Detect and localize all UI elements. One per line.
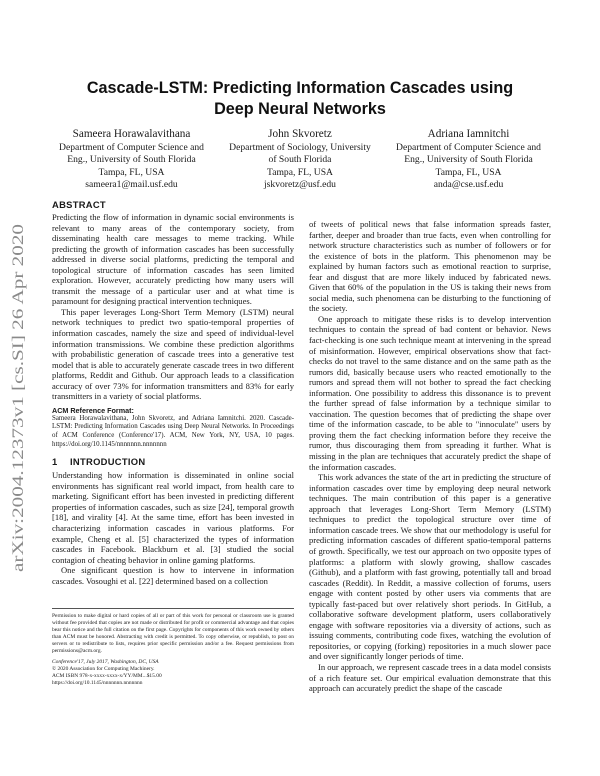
body-paragraph-3: This work advances the state of the art in predicting the structure of information cascades over time by employing deep neural network techniques. The main contribution of this paper is a generative approach that leverages Long-Short Term Memory (LSTM) techniques to predict the topological structure over time of information cascade trees. We show that our methodology is useful for predicting information cascades of different spatio-temporal patterns of growth. Specifically, we test our approach on two opposite types of platforms: a platform with slowly growing, shallow cascades (Github), and a platform with fast growing, potentially tall and broad cascades (Reddit). In Reddit, a massive collection of forums, users engage with content posted by other users via comments that are typically fast-paced but over relatively short periods. In GitHub, a collaborative software development platform, users collaboratively engage with software repositories via a diversity of actions, such as issuing comments, contributing code fixes, watching the evolution of repositories, or copying (forking) repositories in a much slower pace and over significantly longer periods of time. (309, 472, 551, 662)
author-location: Tampa, FL, USA (98, 166, 165, 178)
acm-reference-heading: ACM Reference Format: (52, 405, 134, 415)
author-affiliation: Department of Sociology, University (229, 142, 371, 153)
title-line-2: Deep Neural Networks (214, 100, 386, 118)
author-affiliation: Eng., University of South Florida (67, 154, 196, 166)
arxiv-identifier (4, 215, 30, 575)
introduction-paragraph-1: Understanding how information is disseminated in online social environments has significant real world impact, from health care to marketing. Significant effort has been invested in predicting different properties of information cascades, such as size [24], temporal growth [18], and virality [4]. At the same time, effort has been invested in characterizing information cascades in various platforms. For example, Cheng et al. [5] characterized the types of information cascades in Facebook. Blackburn et al. [3] studied the social contagion of cheating behavior in online gaming platforms. (52, 470, 294, 565)
introduction-paragraph-2: One significant question is how to intervene in information cascades. Vosoughi et al. [22] determined based on a collection (52, 565, 294, 586)
introduction-heading (52, 456, 294, 468)
author-3 (387, 127, 550, 191)
acm-reference-text: Sameera Horawalavithana, John Skvoretz, and Adriana Iamnitchi. 2020. Cascade-LSTM: Predicting Information Cascades using Deep Neural Networks. In Proceedings of ACM Conference (Conference'17). ACM, New York, NY, USA, 10 pages. https://doi.org/10.1145/nnnnnnn.nnnnnnn (52, 414, 294, 448)
author-2 (219, 127, 382, 191)
abstract-paragraph-2: This paper leverages Long-Short Term Memory (LSTM) neural network techniques to predict two spatio-temporal properties of information cascades, namely the size and speed of individual-level information transmissions. We combine these prediction algorithms with probabilistic generation of cascade trees into a generative test model that is able to accurately generate cascade trees in two different platforms, Reddit and Github. Our approach leads to a classification accuracy of over 73% for information transmitters and 83% for early transmitters in a variety of social platforms. (52, 306, 294, 402)
author-location: Tampa, FL, USA (267, 166, 333, 178)
author-affiliation: of South Florida (268, 154, 332, 166)
author-email: jskvoretz@usf.edu (264, 178, 336, 190)
copyright-line: © 2020 Association for Computing Machinery. (52, 665, 155, 672)
abstract-heading: ABSTRACT (52, 199, 106, 210)
author-affiliation: Department of Computer Science and (396, 142, 541, 153)
conference-info: Conference'17, July 2017, Washington, DC, USA (52, 658, 159, 665)
body-paragraph-2: One approach to mitigate these risks is to develop intervention techniques to contain the spread of bad content or behavior. News fact-checking is one such technique meant at intervening in the spread of misinformation. However, empirical observations show that fact-checks do not travel to the same distance and on the same path as the rumors did, basically because users who reacted emotionally to the rumors and spread them will not bother to spread the fact checking information. One possibility to address this dissonance is to prevent the further spread of false information by a technique similar to vaccination. The question becomes that of predicting the shape over time of the information cascade, to be able to "innoculate" users by proving them the fact checking information before they receive the rumor, thus discouraging them from spreading it further. What is missing in the plan are techniques that accurately predict the shape of the information cascades. (309, 313, 551, 472)
section-title: INTRODUCTION (70, 456, 146, 468)
author-name: Adriana Iamnitchi (427, 128, 510, 140)
author-location: Tampa, FL, USA (435, 166, 502, 178)
left-column (52, 199, 294, 586)
author-name: Sameera Horawalavithana (72, 128, 191, 140)
paper-title (60, 78, 540, 120)
isbn-line: ACM ISBN 978-x-xxxx-xxxx-x/YY/MM...$15.00 (52, 672, 162, 679)
arxiv-identifier-text: arXiv:2004.12373v1 [cs.SI] 26 Apr 2020 (10, 312, 27, 572)
arxiv-identifier-svg (4, 215, 30, 575)
abstract-paragraph-1: Predicting the flow of information in dynamic social environments is relevant to many areas of the contemporary society, from disseminating health care messages to meme tracking. While predicting the growth of information cascades has been successfully addressed in diverse social platforms, predicting the temporal and topological structure of information cascades has seen limited exploration. However, accurately predicting how many users will transmit the message of a particular user and at what time is paramount for designing practical intervention techniques. (52, 212, 294, 307)
section-number: 1 (52, 456, 58, 468)
body-paragraph-4: In our approach, we represent cascade trees in a data model consists of a rich feature set. Our empirical evaluation demonstrate that this approach can accurately predict the shape of the cascade (309, 661, 551, 694)
author-email: anda@cse.usf.edu (433, 178, 504, 190)
author-affiliation: Department of Computer Science and (59, 142, 204, 153)
right-column (309, 219, 551, 694)
author-affiliation: Eng., University of South Florida (404, 154, 533, 166)
author-block (50, 127, 550, 191)
title-line-1: Cascade-LSTM: Predicting Information Cascades using (86, 79, 514, 97)
author-email: sameera1@mail.usf.edu (85, 178, 178, 190)
author-1 (50, 127, 213, 191)
permission-notice: Permission to make digital or hard copies of all or part of this work for personal or classroom use is granted without fee provided that copies are not made or distributed for profit or commercial advantage and that copies bear this notice and the full citation on the first page. Copyrights for components of this work owned by others than ACM must be honored. Abstracting with credit is permitted. To copy otherwise, or republish, to post on servers or to redistribute to lists, requires prior specific permission and/or a fee. Request permissions from permissions@acm.org. (52, 613, 294, 655)
author-name: John Skvoretz (268, 128, 332, 140)
doi-link[interactable]: https://doi.org/10.1145/nnnnnnn.nnnnnnn (52, 679, 143, 686)
body-paragraph-1: of tweets of political news that false information spreads faster, farther, deeper and broader than true facts, even when controlling for network structure characteristics such as number of followers or for the existence of bots in the platform. This phenomenon may be explained by human factors such as emotional reaction to surprise, fear and disgust that are more likely induced by fabricated news. Given that 60% of the population in the US is taking their news from social media, such phenomena can be disturbing to the functioning of the society. (309, 219, 551, 314)
copyright-footnote (52, 608, 294, 687)
